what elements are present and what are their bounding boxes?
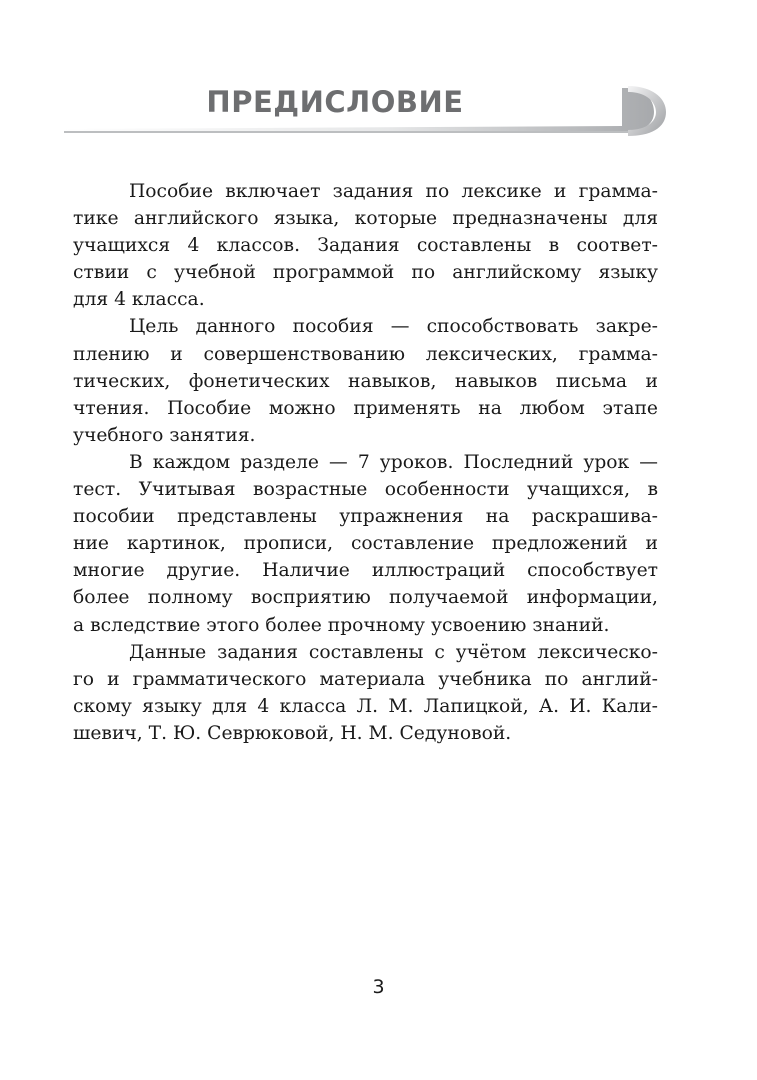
text-line: учебного занятия. [73, 424, 256, 446]
text-line: шевич, Т. Ю. Севрюковой, Н. М. Седуновой. [73, 722, 512, 744]
text-line: В каждом разделе — 7 уроков. Последний урок — [129, 451, 658, 473]
text-line: скому языку для 4 класса Л. М. Лапицкой, А. И. Кали- [73, 695, 658, 717]
text-line: более полному восприятию получаемой информации, [73, 587, 658, 609]
text-line: для 4 класса. [73, 289, 205, 311]
chapter-header-banner [62, 82, 668, 142]
preface-text [73, 178, 658, 747]
text-line: чтения. Пособие можно применять на любом этапе [73, 397, 658, 419]
paragraph-4 [73, 639, 658, 747]
text-line: тест. Учитывая возрастные особенности учащихся, в [73, 479, 658, 501]
text-line: Пособие включает задания по лексике и грамма- [129, 181, 658, 202]
text-line: пособии представлены упражнения на раскрашива- [73, 506, 658, 528]
paragraph-1 [73, 178, 658, 313]
text-line: многие другие. Наличие иллюстраций способствует [73, 560, 658, 582]
text-line: ствии с учебной программой по английскому языку [73, 262, 658, 284]
text-line: а вследствие этого более прочному усвоению знаний. [73, 614, 610, 636]
text-line: Данные задания составлены с учётом лексическо- [129, 641, 658, 663]
paragraph-2 [73, 313, 658, 448]
text-line: ние картинок, прописи, составление предложений и [73, 533, 658, 555]
text-line: тических, фонетических навыков, навыков письма и [73, 370, 658, 392]
text-line: Цель данного пособия — способствовать закре- [129, 316, 658, 338]
page-title: ПРЕДИСЛОВИЕ [206, 85, 464, 119]
text-line: тике английского языка, которые предназначены для [73, 208, 658, 230]
text-line: го и грамматического материала учебника по англий- [73, 668, 658, 690]
text-line: плению и совершенствованию лексических, грамма- [73, 343, 658, 365]
paragraph-3 [73, 449, 658, 639]
page-number: 3 [372, 976, 385, 998]
text-line: учащихся 4 классов. Задания составлены в соответ- [73, 235, 658, 257]
